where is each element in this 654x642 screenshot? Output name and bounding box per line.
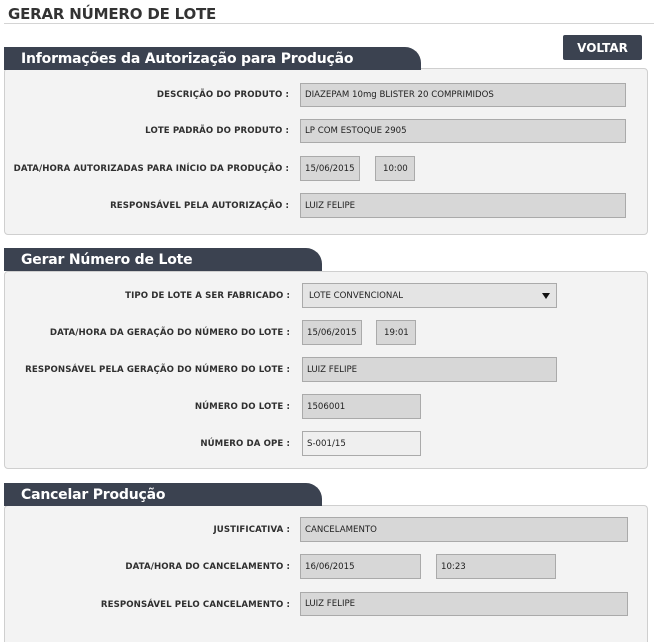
authorized-start-time-field[interactable]: 10:00 [375, 156, 415, 181]
justification-field[interactable]: CANCELAMENTO [300, 517, 628, 542]
lot-type-selected-value: LOTE CONVENCIONAL [309, 290, 403, 301]
cancellation-datetime-label: DATA/HORA DO CANCELAMENTO : [125, 562, 290, 572]
product-description-field[interactable]: DIAZEPAM 10mg BLISTER 20 COMPRIMIDOS [300, 83, 626, 107]
title-divider [4, 23, 654, 24]
cancellation-date-field[interactable]: 16/06/2015 [300, 554, 421, 579]
lot-generation-label: DATA/HORA DA GERAÇÃO DO NÚMERO DO LOTE : [49, 328, 290, 338]
back-button[interactable]: VOLTAR [563, 35, 642, 60]
standard-lot-label: LOTE PADRÃO DO PRODUTO : [145, 126, 289, 136]
authorized-start-label: DATA/HORA AUTORIZADAS PARA INÍCIO DA PRODUÇÃO : [13, 164, 289, 174]
standard-lot-field[interactable]: LP COM ESTOQUE 2905 [300, 119, 626, 143]
authorization-responsible-label: RESPONSÁVEL PELA AUTORIZAÇÃO : [110, 201, 289, 211]
lot-number-label: NÚMERO DO LOTE : [194, 402, 290, 412]
lot-type-label: TIPO DE LOTE A SER FABRICADO : [125, 291, 290, 301]
lot-responsible-field[interactable]: LUIZ FELIPE [302, 357, 557, 382]
cancellation-responsible-label: RESPONSÁVEL PELO CANCELAMENTO : [100, 600, 290, 610]
authorization-section-heading: Informações da Autorização para Produção [4, 47, 421, 70]
lot-responsible-label: RESPONSÁVEL PELA GERAÇÃO DO NÚMERO DO LOTE : [25, 365, 290, 375]
cancellation-responsible-field[interactable]: LUIZ FELIPE [300, 592, 628, 616]
cancel-section-heading: Cancelar Produção [4, 483, 322, 506]
lot-generation-date-field[interactable]: 15/06/2015 [302, 320, 362, 345]
ope-number-label: NÚMERO DA OPE : [200, 439, 290, 449]
lot-section-heading: Gerar Número de Lote [4, 248, 322, 271]
lot-number-field[interactable]: 1506001 [302, 394, 421, 419]
product-description-label: DESCRIÇÃO DO PRODUTO : [156, 90, 289, 100]
lot-generation-time-field[interactable]: 19:01 [376, 320, 416, 345]
cancellation-time-field[interactable]: 10:23 [436, 554, 556, 579]
authorization-responsible-field[interactable]: LUIZ FELIPE [300, 193, 626, 218]
authorized-start-date-field[interactable]: 15/06/2015 [300, 156, 360, 181]
page-title: GERAR NÚMERO DE LOTE [8, 5, 217, 23]
lot-type-select[interactable] [302, 283, 557, 308]
chevron-down-icon [542, 293, 550, 299]
justification-label: JUSTIFICATIVA : [213, 525, 290, 535]
ope-number-field[interactable]: S-001/15 [302, 431, 421, 456]
